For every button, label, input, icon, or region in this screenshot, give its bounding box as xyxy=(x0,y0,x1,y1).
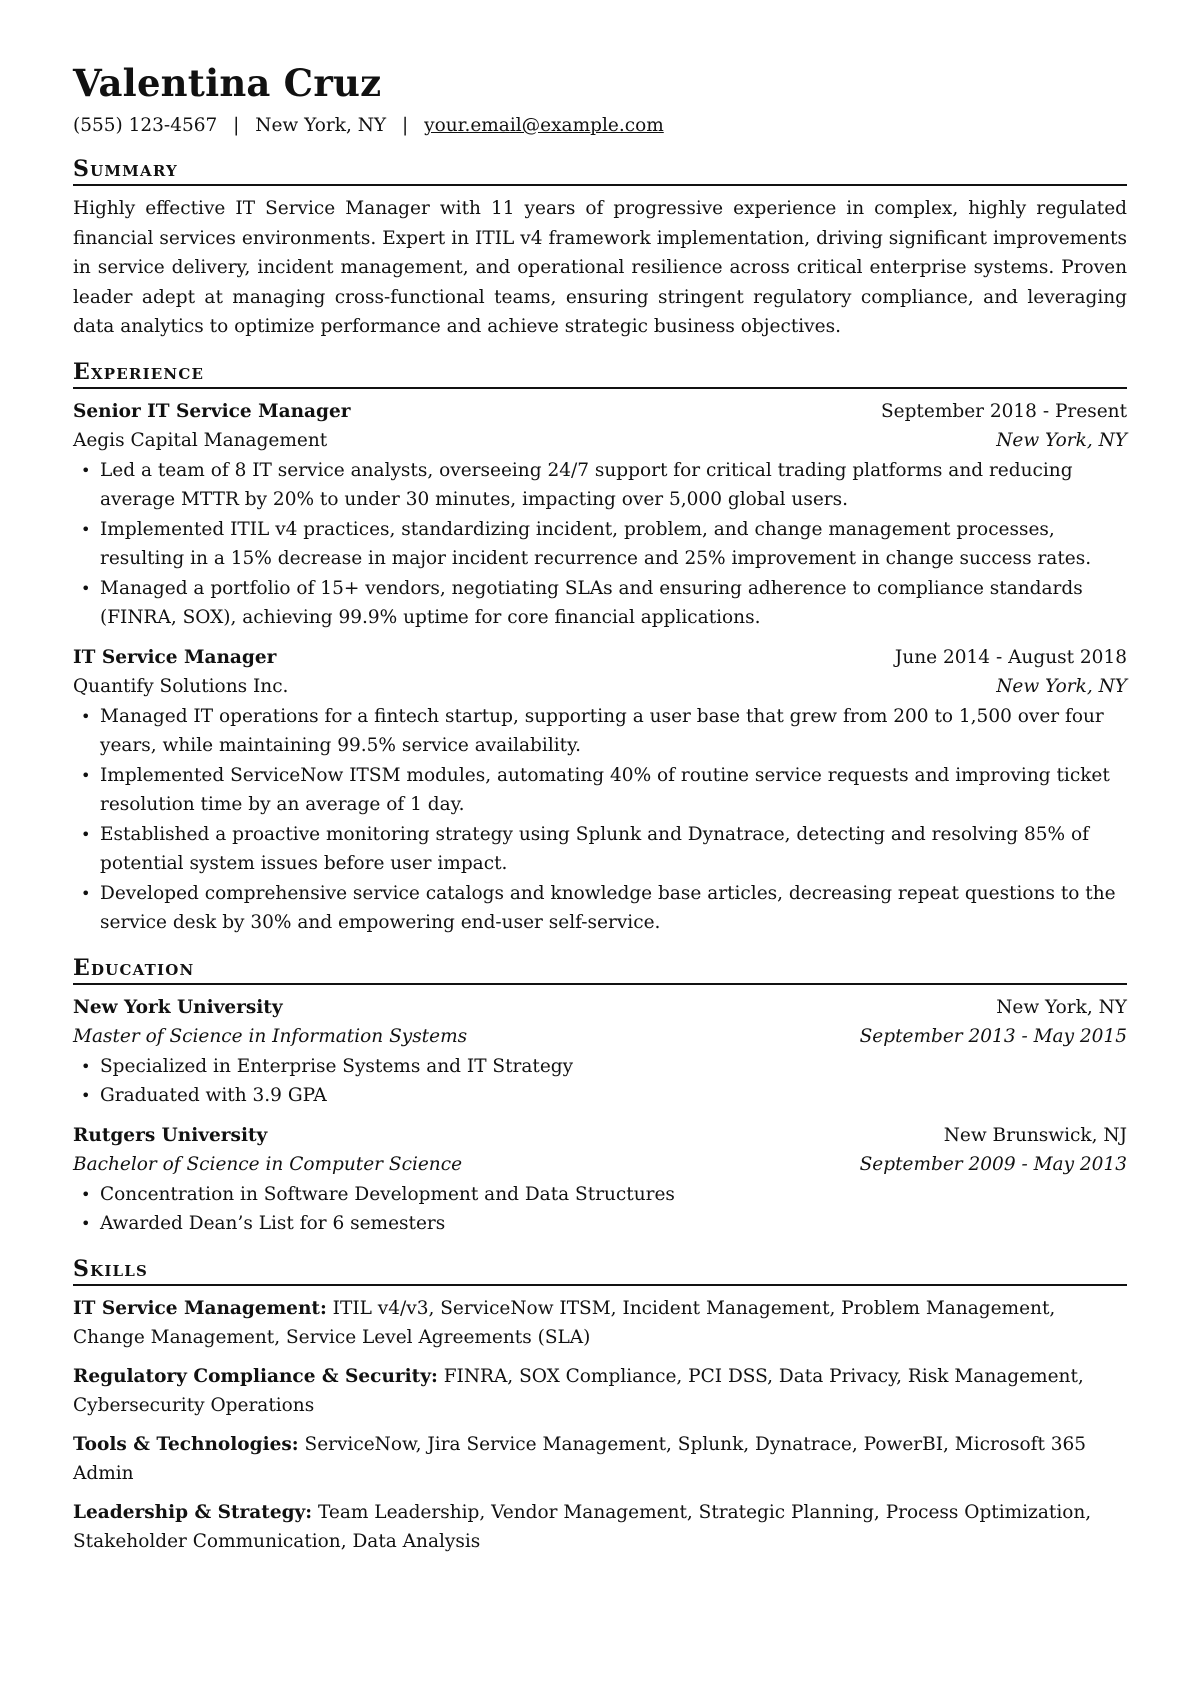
bullet-icon: • xyxy=(81,1184,91,1204)
bullet-icon: • xyxy=(81,578,91,598)
summary-text: Highly effective IT Service Manager with 11 years of progressive experience in complex, highly regulated financial services environments. Expert in ITIL v4 framework implementation, driving significant improvements in service delivery, incident management, and operational resilience across critical enterprise systems. Proven leader adept at managing cross-functional teams, ensuring stringent regulatory compliance, and leveraging data analytics to optimize performance and achieve strategic business objectives. xyxy=(73,198,1127,337)
skill-group-label: Leadership & Strategy: xyxy=(73,1501,313,1523)
bullet-text: Specialized in Enterprise Systems and IT Strategy xyxy=(100,1055,574,1077)
bullet-text: Implemented ITIL v4 practices, standardizing incident, problem, and change management processes, resulting in a 15% decrease in major incident recurrence and 25% improvement in change success rates. xyxy=(100,518,1092,569)
skill-group xyxy=(73,1430,1127,1489)
resume-page xyxy=(73,58,1127,1566)
section-title-summary: Summary xyxy=(73,155,1127,186)
education-section xyxy=(73,954,1127,1239)
education-dates: September 2009 - May 2013 xyxy=(859,1154,1127,1175)
school-name: Rutgers University xyxy=(73,1124,268,1146)
section-title-education: Education xyxy=(73,954,1127,985)
skill-group-items: FINRA, SOX Compliance, PCI DSS, Data Privacy, Risk Management, Cybersecurity Operations xyxy=(73,1365,1084,1416)
list-item xyxy=(73,515,1127,574)
list-item xyxy=(73,1052,1127,1082)
contact-separator: | xyxy=(233,115,240,136)
skill-group-label: Regulatory Compliance & Security: xyxy=(73,1365,438,1387)
experience-section xyxy=(73,358,1127,938)
list-item xyxy=(73,1209,1127,1239)
contact-line xyxy=(73,113,1127,139)
bullet-icon: • xyxy=(81,883,91,903)
section-title-experience: Experience xyxy=(73,358,1127,389)
experience-entry xyxy=(73,397,1127,633)
bullet-text: Developed comprehensive service catalogs and knowledge base articles, decreasing repeat questions to the service desk by 30% and empowering end-user self-service. xyxy=(100,882,1116,933)
education-entry xyxy=(73,993,1127,1111)
skill-group xyxy=(73,1362,1127,1421)
bullet-icon: • xyxy=(81,1056,91,1076)
email-link[interactable]: your.email@example.com xyxy=(424,115,664,136)
bullet-text: Concentration in Software Development and Data Structures xyxy=(100,1183,675,1205)
skills-section xyxy=(73,1255,1127,1557)
contact-separator: | xyxy=(402,115,409,136)
summary-section xyxy=(73,155,1127,342)
degree-name: Bachelor of Science in Computer Science xyxy=(73,1154,463,1175)
bullet-icon: • xyxy=(81,1086,91,1105)
education-entry xyxy=(73,1121,1127,1239)
job-location: New York, NY xyxy=(996,430,1127,451)
skill-group-label: Tools & Technologies: xyxy=(73,1433,299,1455)
bullet-text: Graduated with 3.9 GPA xyxy=(100,1085,327,1106)
bullet-icon: • xyxy=(81,519,91,539)
skill-group-items: ServiceNow, Jira Service Management, Splunk, Dynatrace, PowerBI, Microsoft 365 Admin xyxy=(73,1433,1087,1484)
bullet-text: Managed a portfolio of 15+ vendors, negotiating SLAs and ensuring adherence to compliance standards (FINRA, SOX), achieving 99.9% uptime for core financial applications. xyxy=(100,577,1083,628)
school-location: New Brunswick, NJ xyxy=(943,1124,1127,1146)
location-text: New York, NY xyxy=(255,115,387,136)
skill-group-label: IT Service Management: xyxy=(73,1297,327,1319)
list-item xyxy=(73,820,1127,879)
bullet-icon: • xyxy=(81,765,91,785)
bullet-text: Led a team of 8 IT service analysts, overseeing 24/7 support for critical trading platforms and reducing average MTTR by 20% to under 30 minutes, impacting over 5,000 global users. xyxy=(100,459,1073,510)
education-dates: September 2013 - May 2015 xyxy=(859,1026,1127,1047)
bullet-text: Awarded Dean’s List for 6 semesters xyxy=(100,1213,446,1234)
bullet-icon: • xyxy=(81,460,91,480)
job-bullets xyxy=(73,456,1127,633)
job-title: IT Service Manager xyxy=(73,646,277,668)
list-item xyxy=(73,1081,1127,1111)
bullet-icon: • xyxy=(81,824,91,844)
skill-group-items: ITIL v4/v3, ServiceNow ITSM, Incident Management, Problem Management, Change Management, Service Level Agreements (SLA) xyxy=(73,1297,1056,1348)
bullet-text: Implemented ServiceNow ITSM modules, automating 40% of routine service requests and improving ticket resolution time by an average of 1 day. xyxy=(100,764,1110,815)
bullet-text: Managed IT operations for a fintech startup, supporting a user base that grew from 200 to 1,500 over four years, while maintaining 99.5% service availability. xyxy=(100,705,1104,756)
school-location: New York, NY xyxy=(996,996,1127,1018)
experience-entry xyxy=(73,643,1127,938)
company-name: Quantify Solutions Inc. xyxy=(73,676,289,697)
list-item xyxy=(73,702,1127,761)
job-bullets xyxy=(73,702,1127,938)
job-title: Senior IT Service Manager xyxy=(73,400,351,422)
skill-group-items: Team Leadership, Vendor Management, Strategic Planning, Process Optimization, Stakeholder Communication, Data Analysis xyxy=(73,1501,1092,1552)
bullet-icon: • xyxy=(81,1214,91,1233)
school-name: New York University xyxy=(73,996,283,1018)
list-item xyxy=(73,456,1127,515)
job-dates: September 2018 - Present xyxy=(880,400,1127,422)
bullet-text: Established a proactive monitoring strategy using Splunk and Dynatrace, detecting and resolving 85% of potential system issues before user impact. xyxy=(100,823,1089,874)
skill-group xyxy=(73,1498,1127,1557)
phone-number: (555) 123-4567 xyxy=(73,115,218,136)
education-bullets xyxy=(73,1052,1127,1111)
education-bullets xyxy=(73,1180,1127,1239)
section-title-skills: Skills xyxy=(73,1255,1127,1286)
list-item xyxy=(73,574,1127,633)
candidate-name: Valentina Cruz xyxy=(73,61,382,105)
bullet-icon: • xyxy=(81,706,91,726)
list-item xyxy=(73,761,1127,820)
list-item xyxy=(73,879,1127,938)
job-location: New York, NY xyxy=(996,676,1127,697)
job-dates: June 2014 - August 2018 xyxy=(894,646,1127,668)
degree-name: Master of Science in Information Systems xyxy=(73,1026,468,1047)
list-item xyxy=(73,1180,1127,1210)
company-name: Aegis Capital Management xyxy=(73,430,328,451)
skill-group xyxy=(73,1294,1127,1353)
